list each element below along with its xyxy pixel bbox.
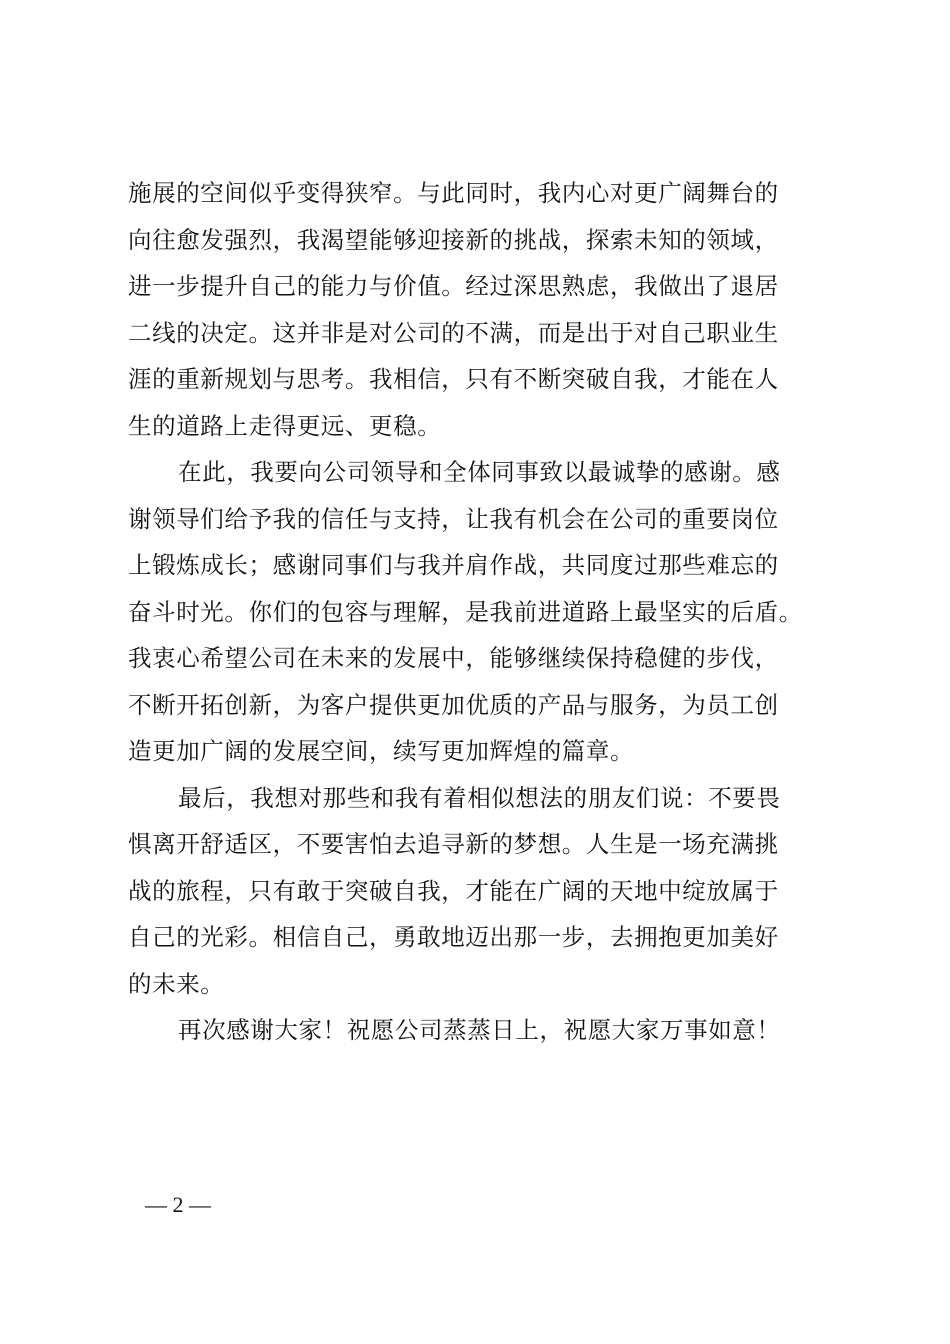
- paragraph-line: 生的道路上走得更远、更稳。: [128, 411, 442, 440]
- paragraph-line: 造更加广阔的发展空间，续写更加辉煌的篇章。: [128, 737, 635, 765]
- paragraph-line: 谢领导们给予我的信任与支持，让我有机会在公司的重要岗位: [128, 504, 779, 533]
- paragraph-line: 惧离开舒适区，不要害怕去追寻新的梦想。人生是一场充满挑: [128, 830, 779, 858]
- paragraph-line: 向往愈发强烈，我渴望能够迎接新的挑战，探索未知的领域，: [128, 225, 779, 254]
- paragraph-line: 战的旅程，只有敢于突破自我，才能在广阔的天地中绽放属于: [128, 876, 779, 905]
- paragraph-line: 进一步提升自己的能力与价值。经过深思熟虑，我做出了退居: [128, 272, 779, 300]
- paragraph-1: [128, 170, 820, 449]
- document-body: [128, 170, 820, 1054]
- paragraph-line: 上锻炼成长；感谢同事们与我并肩作战，共同度过那些难忘的: [128, 551, 779, 579]
- paragraph-line: 的未来。: [128, 969, 225, 998]
- paragraph-line: 奋斗时光。你们的包容与理解，是我前进道路上最坚实的后盾。: [128, 597, 803, 626]
- paragraph-line: 在此，我要向公司领导和全体同事致以最诚挚的感谢。感: [178, 458, 781, 486]
- paragraph-line: 再次感谢大家！祝愿公司蒸蒸日上，祝愿大家万事如意！: [178, 1016, 781, 1044]
- paragraph-line: 不断开拓创新，为客户提供更加优质的产品与服务，为员工创: [128, 690, 779, 719]
- paragraph-4: [128, 1007, 820, 1054]
- paragraph-line: 施展的空间似乎变得狭窄。与此同时，我内心对更广阔舞台的: [128, 179, 779, 207]
- paragraph-3: [128, 775, 820, 1008]
- paragraph-line: 二线的决定。这并非是对公司的不满，而是出于对自己职业生: [128, 318, 779, 347]
- page-number: — 2 —: [145, 1192, 211, 1217]
- paragraph-line: 我衷心希望公司在未来的发展中，能够继续保持稳健的步伐，: [128, 644, 779, 672]
- paragraph-2: [128, 449, 820, 775]
- paragraph-line: 涯的重新规划与思考。我相信，只有不断突破自我，才能在人: [128, 365, 779, 393]
- paragraph-line: 自己的光彩。相信自己，勇敢地迈出那一步，去拥抱更加美好: [128, 923, 779, 951]
- paragraph-line: 最后，我想对那些和我有着相似想法的朋友们说：不要畏: [178, 783, 781, 812]
